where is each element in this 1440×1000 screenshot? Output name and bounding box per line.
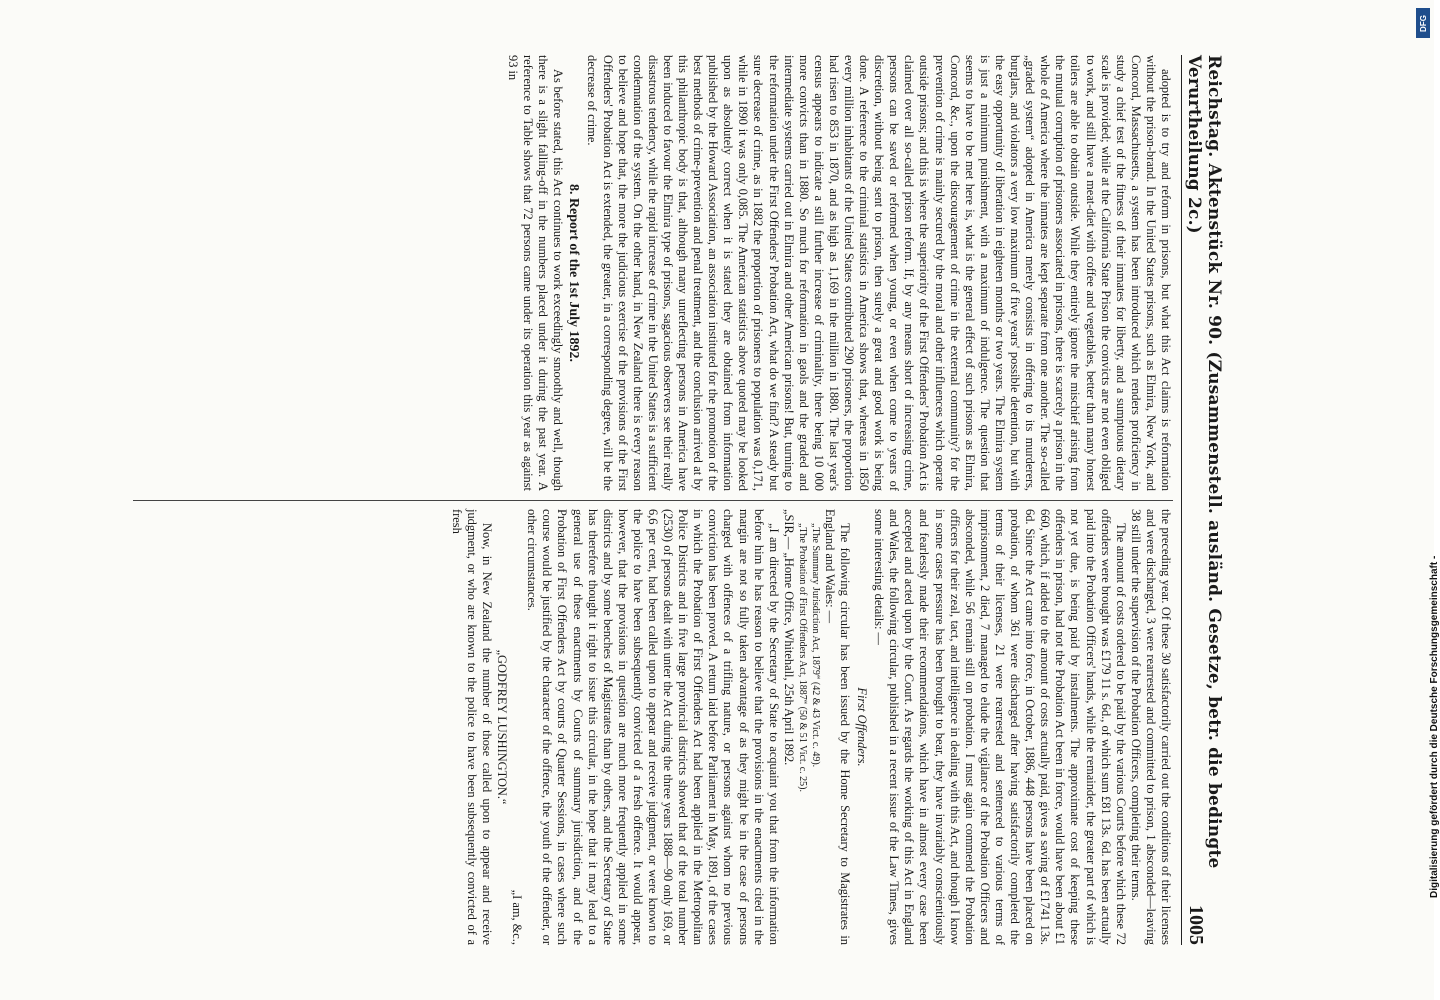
digitization-credit xyxy=(1411,8,1440,908)
right-column xyxy=(133,509,1173,945)
reference-note: „The Summary Jurisdiction Act, 1879“ (42 & 43 Vict. c. 49). xyxy=(809,523,821,768)
reference-note: „The Probation of First Offenders Act, 1887“ (50 & 51 Vict. c. 25). xyxy=(796,523,808,792)
subheading: First Offenders. xyxy=(855,687,870,767)
paragraph: The amount of costs ordered to be paid by the various Courts before which these 72 offenders were brought was £179 11 s. 6d., of which sum £81 13s. 6d. has been actually paid into the Probation Officers' hands, while the remainder, the greater part of which is not yet due, is being paid by instalments. The approximate cost of keeping these offenders in prison, had not the Probation Act been in force, would have been about £1 660, which, if added to the amount of costs actually paid, gives a saving of £1741 13s. 6d. Since the Act came into force, in October, 1886, 448 persons have been placed on probation, of whom 361 were discharged after having satisfactorily completed the terms of their licenses, 21 were rearrested and sentenced to various terms of imprisonment, 2 died, 7 managed to elude the vigilance of the Probation Officers and absconded, while 56 remain still on probation. I must again commend the Probation officers for their zeal, tact, and intelligence in dealing with this Act, and though I know in some cases pressure has been brought to bear, they have invariably conscientiously and fearlessly made their recommendations, which have in almost every case been accepted and acted upon by the Court. As regards the working of this Act in England and Wales, the following circular, published in a recent issue of the Law Times, gives some interesting details: — xyxy=(872,509,1128,945)
letter-dateline: „SIR,— „Home Office, Whitehall, 25th April 1892. xyxy=(781,509,796,766)
credit-text: Digitalisierung gefördert durch die Deutsche Forschungsgemeinschaft - xyxy=(1429,555,1440,898)
section-heading: 8. Report of the 1st July 1892. xyxy=(566,183,582,363)
paragraph: the preceding year. Of these 30 satisfactorily carried out the conditions of their licenses and were discharged, 3 were rearrested and committed to prison, 1 absconded—leaving 38 still under the supervision of the Probation Officers, completing their terms. xyxy=(1128,509,1173,945)
paragraph: The following circular has been issued by the Home Secretary to Magistrates in England and Wales: — xyxy=(822,509,853,945)
header-title: Reichstag. Aktenstück Nr. 90. (Zusammenstell. ausländ. Gesetze, betr. die bedingte Verurtheilung 2c.) xyxy=(1184,55,1224,869)
left-column xyxy=(133,55,1173,491)
paragraph: As before stated, this Act continues to work exceedingly smoothly and well, though there is a slight falling-off in the numbers placed under it during the past year. A reference to Table shows that 72 persons came under its operation this year as against 93 in xyxy=(505,55,566,491)
paragraph: adopted is to try and reform in prisons, but what this Act claims is reformation without the prison-brand. In the United States prisons, such as Elmira, New York, and Concord, Massachusetts, a system has been introduced which renders proficiency in study a chief test of the fitness of their inmates for liberty, and a sumptuous dietary scale is provided; while at the California State Prison the convicts are not even obliged to work, and still have a meat-diet with coffee and vegetables, better than many honest toilers are able to obtain outside. While they entirely ignore the mischief arising from the mutual corruption of prisoners associated in prisons, there is scarcely a prison in the whole of America where the inmates are kept separate from one another. The so-called „graded system“ adopted in America merely consists in offering to its murderers, burglars, and violators a very low maximum of five years' possible detention, but with the easy opportunity of liberation in eighteen months or two years. The Elmira system is just a minimum punishment, with a maximum of indulgence. The question that seems to have to be met here is, what is the general effect of such prisons as Elmira, Concord, &c., upon the discouragement of crime in the external community? for the prevention of crime is mainly secured by the moral and other influences which operate outside prisons; and this is where the superiority of the First Offenders' Probation Act is claimed over all so-called prison reform. If, by any means short of increasing crime, persons can be saved or reformed when young, or even when come to years of discretion, without being sent to prison, then surely a great and good work is being done. A reference to the criminal statistics in America shows that, whereas in 1850 every million inhabitants of the United States contributed 290 prisoners, the proportion had risen to 853 in 1870, and as high as 1,169 in the million in 1880. The last year's census appears to indicate a still further increase of criminality, there being 10 000 more convicts than in 1880. So much for reformation in gaols and the graded and intermediate systems carried out in Elmira and other American prisons! But, turning to the reformation under the First Offenders' Probation Act, what do we find? A steady but sure decrease of crime, as in 1882 the proportion of prisoners to population was 0,171, while in 1890 it was only 0,085. The American statistics above quoted may be looked upon as absolutely correct when it is stated they are obtained from information published by the Howard Association, an association instituted for the promotion of the best methods of crime-prevention and penal treatment, and the conclusion arrived at by this philanthropic body is that, although many unreflecting persons in America have been induced to favour the Elmira type of prisons, sagacious observers see their really disastrous tendency, while the rapid increase of crime in the United States is a sufficient condemnation of the system. On the other hand, in New Zealand there is every reason to believe and hope that, the more the judicious exercise of the provisions of the First Offenders' Probation Act is extended, the greater, in a corresponding degree, will be the decrease of crime. xyxy=(585,55,1173,491)
page-number: 1005 xyxy=(1185,905,1207,945)
column-divider xyxy=(133,500,1173,501)
text-columns xyxy=(133,55,1173,945)
rotated-document-page xyxy=(120,55,1224,945)
running-header xyxy=(1181,55,1224,945)
paragraph: Now, in New Zealand the number of those called upon to appear and receive judgment, or who are known to the police to have been subsequently convicted of a fresh xyxy=(449,509,494,945)
dfg-logo: DFG xyxy=(1416,8,1430,38)
paragraph: „I am directed by the Secretary of State to acquaint you that from the information before him he has reason to believe that the provisions in the enactments cited in the margin are not so fully taken advantage of as they might be in the case of persons charged with offences of a trifling nature, or persons against whom no previous conviction has been proved. A return laid before Parliament in May, 1891, of the cases in which the Probation of First Offenders Act had been applied in the Metropolitan Police Districts and in five large provincial districts showed that of the total number (2530) of persons dealt with unter the Act during the three years 1888—90 only 169, or 6,6 per cent, had been called upon to appear and receive judgment, or were known to the police to have been subsequently convicted of a fresh offence. It would appear, however, that the provisions in question are much more frequently applied in some districts and by some benches of Magistrates than by others, and the Secretary of State has therefore thought it right to issue this circular, in the hope that it may lead to a general use of these enactments by Courts of summary jurisdiction, and of the Probation of First Offenders Act by courts of Quarter Sessions, in cases where such course would be justified by the character of the offence, the youth of the offender, or other circumstances. xyxy=(525,509,781,945)
letter-closing: „I am, &c., xyxy=(510,889,525,945)
letter-signature: „GODFREY LUSHINGTON.“ xyxy=(495,649,510,805)
